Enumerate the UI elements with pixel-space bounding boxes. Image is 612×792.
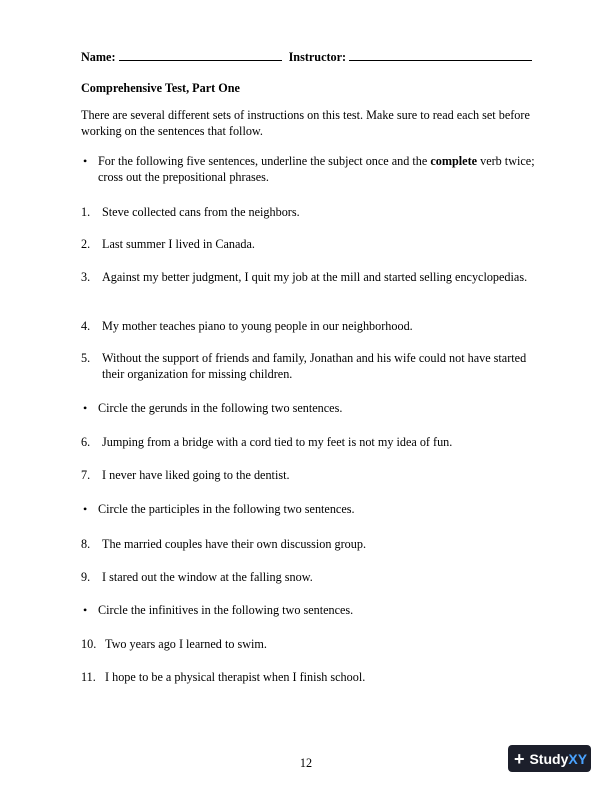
item-number: 11. — [81, 670, 96, 684]
bullet-icon: • — [83, 401, 88, 415]
item-number: 9. — [81, 570, 91, 584]
item-text: Steve collected cans from the neighbors. — [102, 205, 300, 219]
plus-icon: + — [513, 748, 525, 769]
item-number: 6. — [81, 435, 91, 449]
item-number: 1. — [81, 205, 91, 219]
badge-brand-suffix: XY — [568, 750, 588, 767]
bullet-icon: • — [83, 154, 88, 168]
name-label: Name: — [81, 50, 116, 64]
item-number: 8. — [81, 537, 91, 551]
item-text: The married couples have their own discussion group. — [102, 537, 366, 551]
item-text: Against my better judgment, I quit my job at the mill and started selling encyclopedias. — [102, 270, 528, 284]
bullet-icon: • — [83, 502, 88, 516]
item-number: 4. — [81, 319, 91, 333]
page-number: 12 — [299, 756, 313, 770]
item-text: Two years ago I learned to swim. — [105, 637, 267, 651]
item-text: I stared out the window at the falling snow. — [102, 570, 313, 584]
item-text: Last summer I lived in Canada. — [102, 237, 255, 251]
item-number: 10. — [81, 637, 97, 651]
item-text: I hope to be a physical therapist when I finish school. — [105, 670, 366, 684]
instruction-text: For the following five sentences, underline the subject once and the complete verb twice; cross out the prepositional phrases. — [98, 154, 535, 184]
studyxy-badge[interactable] — [508, 745, 591, 772]
instructor-blank — [349, 49, 532, 61]
item-number: 7. — [81, 468, 91, 482]
instruction-text: Circle the infinitives in the following two sentences. — [98, 603, 354, 617]
intro-paragraph: There are several different sets of instructions on this test. Make sure to read each set before working on the sentences that follow. — [81, 108, 530, 138]
name-blank — [119, 49, 282, 61]
instruction-text: Circle the participles in the following two sentences. — [98, 502, 355, 516]
item-text: Jumping from a bridge with a cord tied to my feet is not my idea of fun. — [102, 435, 453, 449]
bullet-icon: • — [83, 603, 88, 617]
page-title: Comprehensive Test, Part One — [81, 81, 240, 95]
instructor-label: Instructor: — [288, 50, 347, 64]
item-text: My mother teaches piano to young people in our neighborhood. — [102, 319, 413, 333]
header-fields — [81, 49, 531, 65]
item-text: Without the support of friends and family, Jonathan and his wife could not have started their organization for missing children. — [102, 351, 527, 381]
instruction-text: Circle the gerunds in the following two sentences. — [98, 401, 343, 415]
badge-brand-prefix: Study — [529, 750, 569, 767]
item-text: I never have liked going to the dentist. — [102, 468, 290, 482]
item-number: 3. — [81, 270, 91, 284]
item-number: 2. — [81, 237, 91, 251]
item-number: 5. — [81, 351, 91, 365]
